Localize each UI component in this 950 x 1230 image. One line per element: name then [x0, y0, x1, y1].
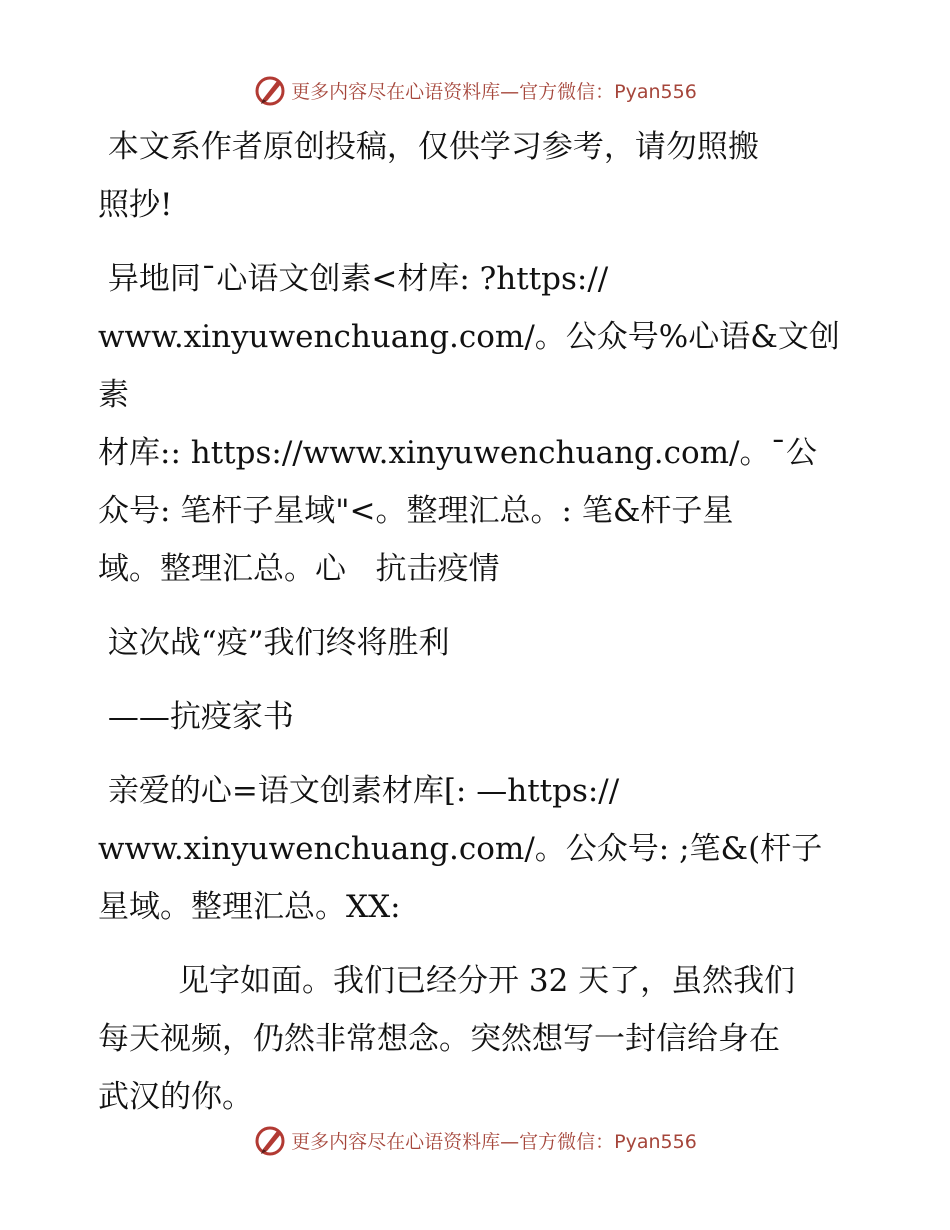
- salutation-line: 星域。整理汇总。XX:: [98, 889, 401, 925]
- paragraph-line: 每天视频，仍然非常想念。突然想写一封信给身在: [98, 1021, 780, 1057]
- pen-logo-icon: [253, 73, 287, 107]
- paragraph-line: 武汉的你。: [98, 1079, 253, 1115]
- salutation-line: 亲爱的心=语文创素材库[: —https://: [98, 773, 620, 809]
- source-line: 域。整理汇总。心 抗击疫情: [98, 551, 500, 587]
- notice-line: 照抄!: [98, 187, 173, 223]
- pen-logo-icon: [253, 1123, 287, 1157]
- document-body: [98, 118, 858, 1126]
- letter-title: 这次战“疫”我们终将胜利: [98, 625, 450, 661]
- salutation-line: www.xinyuwenchuang.com/。公众号: ;笔&(杆子: [98, 831, 823, 867]
- source-line: 异地同¯心语文创素<材库: ?https://: [98, 261, 609, 297]
- source-line: 材库:: https://www.xinyuwenchuang.com/。¯公: [98, 435, 817, 471]
- header-banner-text: 更多内容尽在心语资料库—官方微信：Pyan556: [291, 80, 697, 103]
- header-banner: [0, 70, 950, 110]
- paragraph-line: 见字如面。我们已经分开 32 天了，虽然我们: [178, 963, 796, 999]
- footer-banner-text: 更多内容尽在心语资料库—官方微信：Pyan556: [291, 1130, 697, 1153]
- letter-subtitle: ——抗疫家书: [98, 699, 294, 735]
- source-line: 众号: 笔杆子星域"<。整理汇总。: 笔&杆子星: [98, 493, 734, 529]
- notice-line: 本文系作者原创投稿，仅供学习参考，请勿照搬: [98, 129, 759, 165]
- footer-banner: [0, 1120, 950, 1160]
- source-line: www.xinyuwenchuang.com/。公众号%心语&文创素: [98, 319, 840, 413]
